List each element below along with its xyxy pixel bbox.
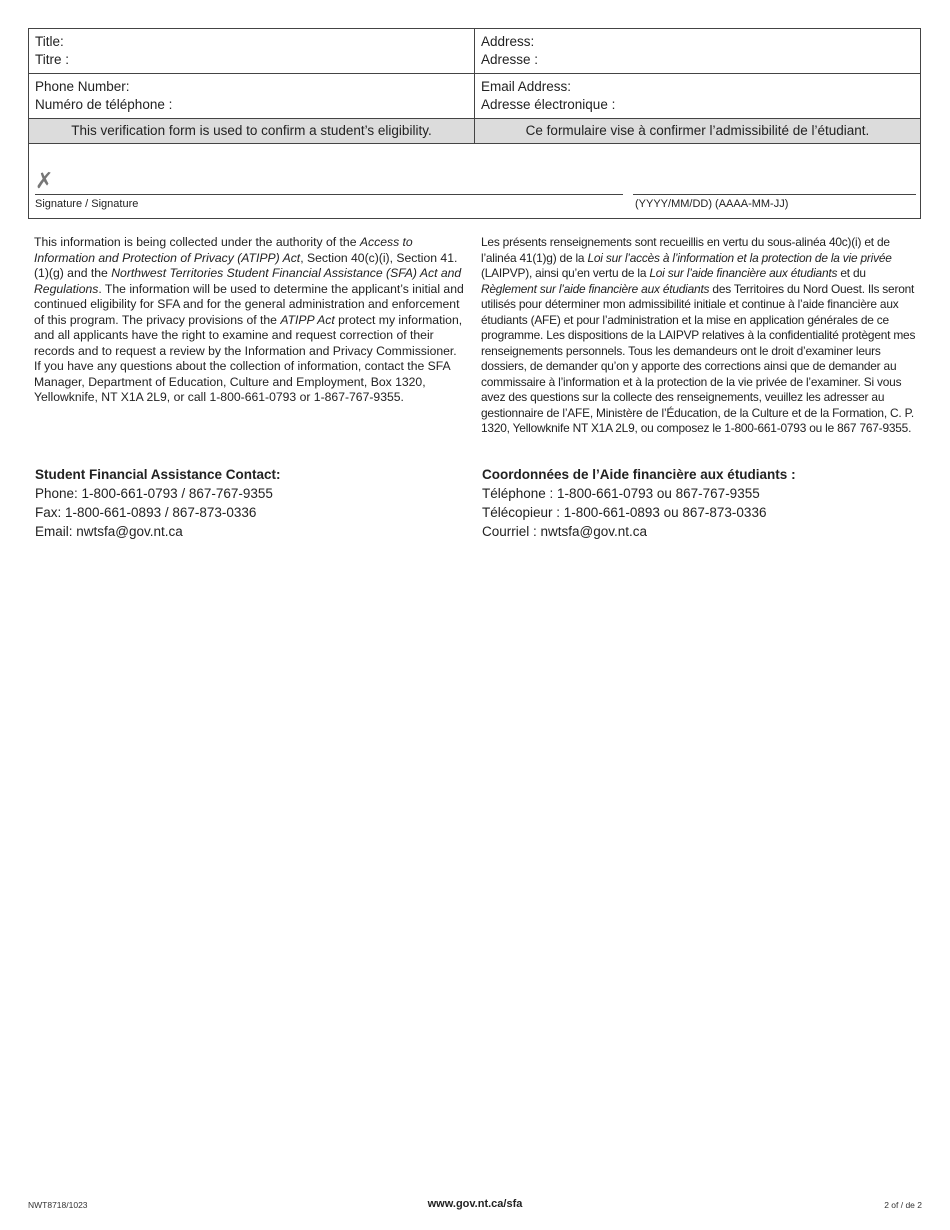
contact-phone-fr: Téléphone : 1-800-661-0793 ou 867-767-9355: [482, 486, 760, 501]
form-row-phone-email: [29, 74, 920, 119]
date-line[interactable]: [633, 194, 916, 195]
notice-en-text-2: , Section 40(c)(i), Section 41.(1)(g) and the: [34, 250, 458, 280]
notice-en-act-2: Northwest Territories Student Financial Assistance (SFA) Act and Regulations: [34, 266, 462, 296]
signature-label: Signature / Signature: [35, 198, 139, 210]
contact-fax-en: Fax: 1-800-661-0893 / 867-873-0336: [35, 505, 257, 520]
address-label-en: Address:: [481, 34, 535, 49]
notice-fr-text-2: (LAIPVP), ainsi qu’en vertu de la: [481, 266, 650, 280]
contact-email-en[interactable]: Email: nwtsfa@gov.nt.ca: [35, 524, 183, 539]
phone-label-en: Phone Number:: [35, 79, 130, 94]
email-label-fr: Adresse électronique :: [481, 97, 616, 112]
contact-block-fr: [482, 465, 796, 541]
notice-en-text-4: protect my information, and all applicants have the right to examine and request correction of their records and to request a review by the Information and Privacy Commissioner. If you have any questions about the collection of information, contact the SFA Manager, Department of Education, Culture and Employment, Box 1320, Yellowknife, NT X1A 2L9, or call 1-800-661-0793 or 1-867-767-9355.: [34, 312, 463, 404]
page-number: 2 of / de 2: [884, 1200, 922, 1210]
notice-en-text-3: . The information will be used to determine the applicant’s initial and continued eligibility for SFA and for the general administration and enforcement of this program. The privacy provisions of the: [34, 281, 464, 327]
title-label-en: Title:: [35, 34, 64, 49]
title-label-fr: Titre :: [35, 52, 70, 67]
phone-field[interactable]: [29, 74, 474, 118]
signature-x-mark: ✗: [35, 168, 54, 193]
notice-en-act-1: Access to Information and Protection of Privacy (ATIPP) Act: [34, 235, 413, 265]
notice-fr-act-2: Loi sur l’aide financière aux étudiants: [649, 266, 838, 280]
email-field[interactable]: [474, 74, 920, 118]
notice-fr-act-1: Loi sur l’accès à l’information et la protection de la vie privée: [587, 250, 892, 265]
notice-en-act-3: ATIPP Act: [280, 312, 335, 327]
date-format-label: (YYYY/MM/DD) (AAAA-MM-JJ): [635, 198, 789, 210]
form-number: NWT8718/1023: [28, 1200, 88, 1210]
signature-area: [29, 144, 920, 218]
notice-fr-text-1: Les présents renseignements sont recueillis en vertu du sous-alinéa 40c)(i) et de l’alinéa 41(1)g) de la: [481, 235, 890, 265]
website-link[interactable]: www.gov.nt.ca/sfa: [427, 1198, 523, 1210]
signature-line[interactable]: [35, 194, 623, 195]
email-label-en: Email Address:: [481, 79, 572, 94]
title-field[interactable]: [29, 29, 474, 73]
notice-fr-text-3: et du: [837, 266, 866, 280]
notice-fr-act-3: Règlement sur l’aide financière aux étudiants: [481, 281, 710, 296]
address-field[interactable]: [474, 29, 920, 73]
privacy-notice-fr: [481, 235, 917, 437]
phone-label-fr: Numéro de téléphone :: [35, 97, 173, 112]
purpose-text-fr: Ce formulaire vise à confirmer l’admissibilité de l’étudiant.: [474, 119, 920, 143]
purpose-text-en: This verification form is used to confirm a student’s eligibility.: [71, 123, 432, 138]
verification-form: [28, 28, 921, 219]
contact-block-en: [35, 465, 281, 541]
address-label-fr: Adresse :: [481, 52, 539, 67]
contact-heading-fr: Coordonnées de l’Aide financière aux étudiants :: [482, 467, 796, 482]
notice-en-text-1: This information is being collected under the authority of the: [34, 235, 360, 249]
form-row-title-address: [29, 29, 920, 74]
contact-fax-fr: Télécopieur : 1-800-661-0893 ou 867-873-0336: [482, 505, 767, 520]
contact-heading-en: Student Financial Assistance Contact:: [35, 467, 281, 482]
contact-phone-en: Phone: 1-800-661-0793 / 867-767-9355: [35, 486, 273, 501]
notice-fr-text-4: des Territoires du Nord Ouest. Ils seront utilisés pour déterminer mon admissibilité initiale et continue à l’aide financière aux étudiants (AFE) et pour l’administration et la mise en application générales de ce programme. Les dispositions de la LAIPVP relatives à la confidentialité protègent mes renseignements personnels. Tous les demandeurs ont le droit d’examiner leurs dossiers, de demander qu’on y apporte des corrections ainsi que de demander au commissaire à l’information et à la protection de la vie privée de l’examiner. Si vous avez des questions sur la collecte des renseignements, veuillez les adresser au gestionnaire de l’AFE, Ministère de l’Éducation, de la Culture et de la Formation, C. P. 1320, Yellowknife NT X1A 2L9, ou composez le 1-800-661-0793 ou le 867 767-9355.: [481, 281, 916, 435]
contact-email-fr[interactable]: Courriel : nwtsfa@gov.nt.ca: [482, 524, 648, 539]
form-purpose-banner: [29, 119, 920, 144]
privacy-notice-en: [34, 235, 464, 406]
